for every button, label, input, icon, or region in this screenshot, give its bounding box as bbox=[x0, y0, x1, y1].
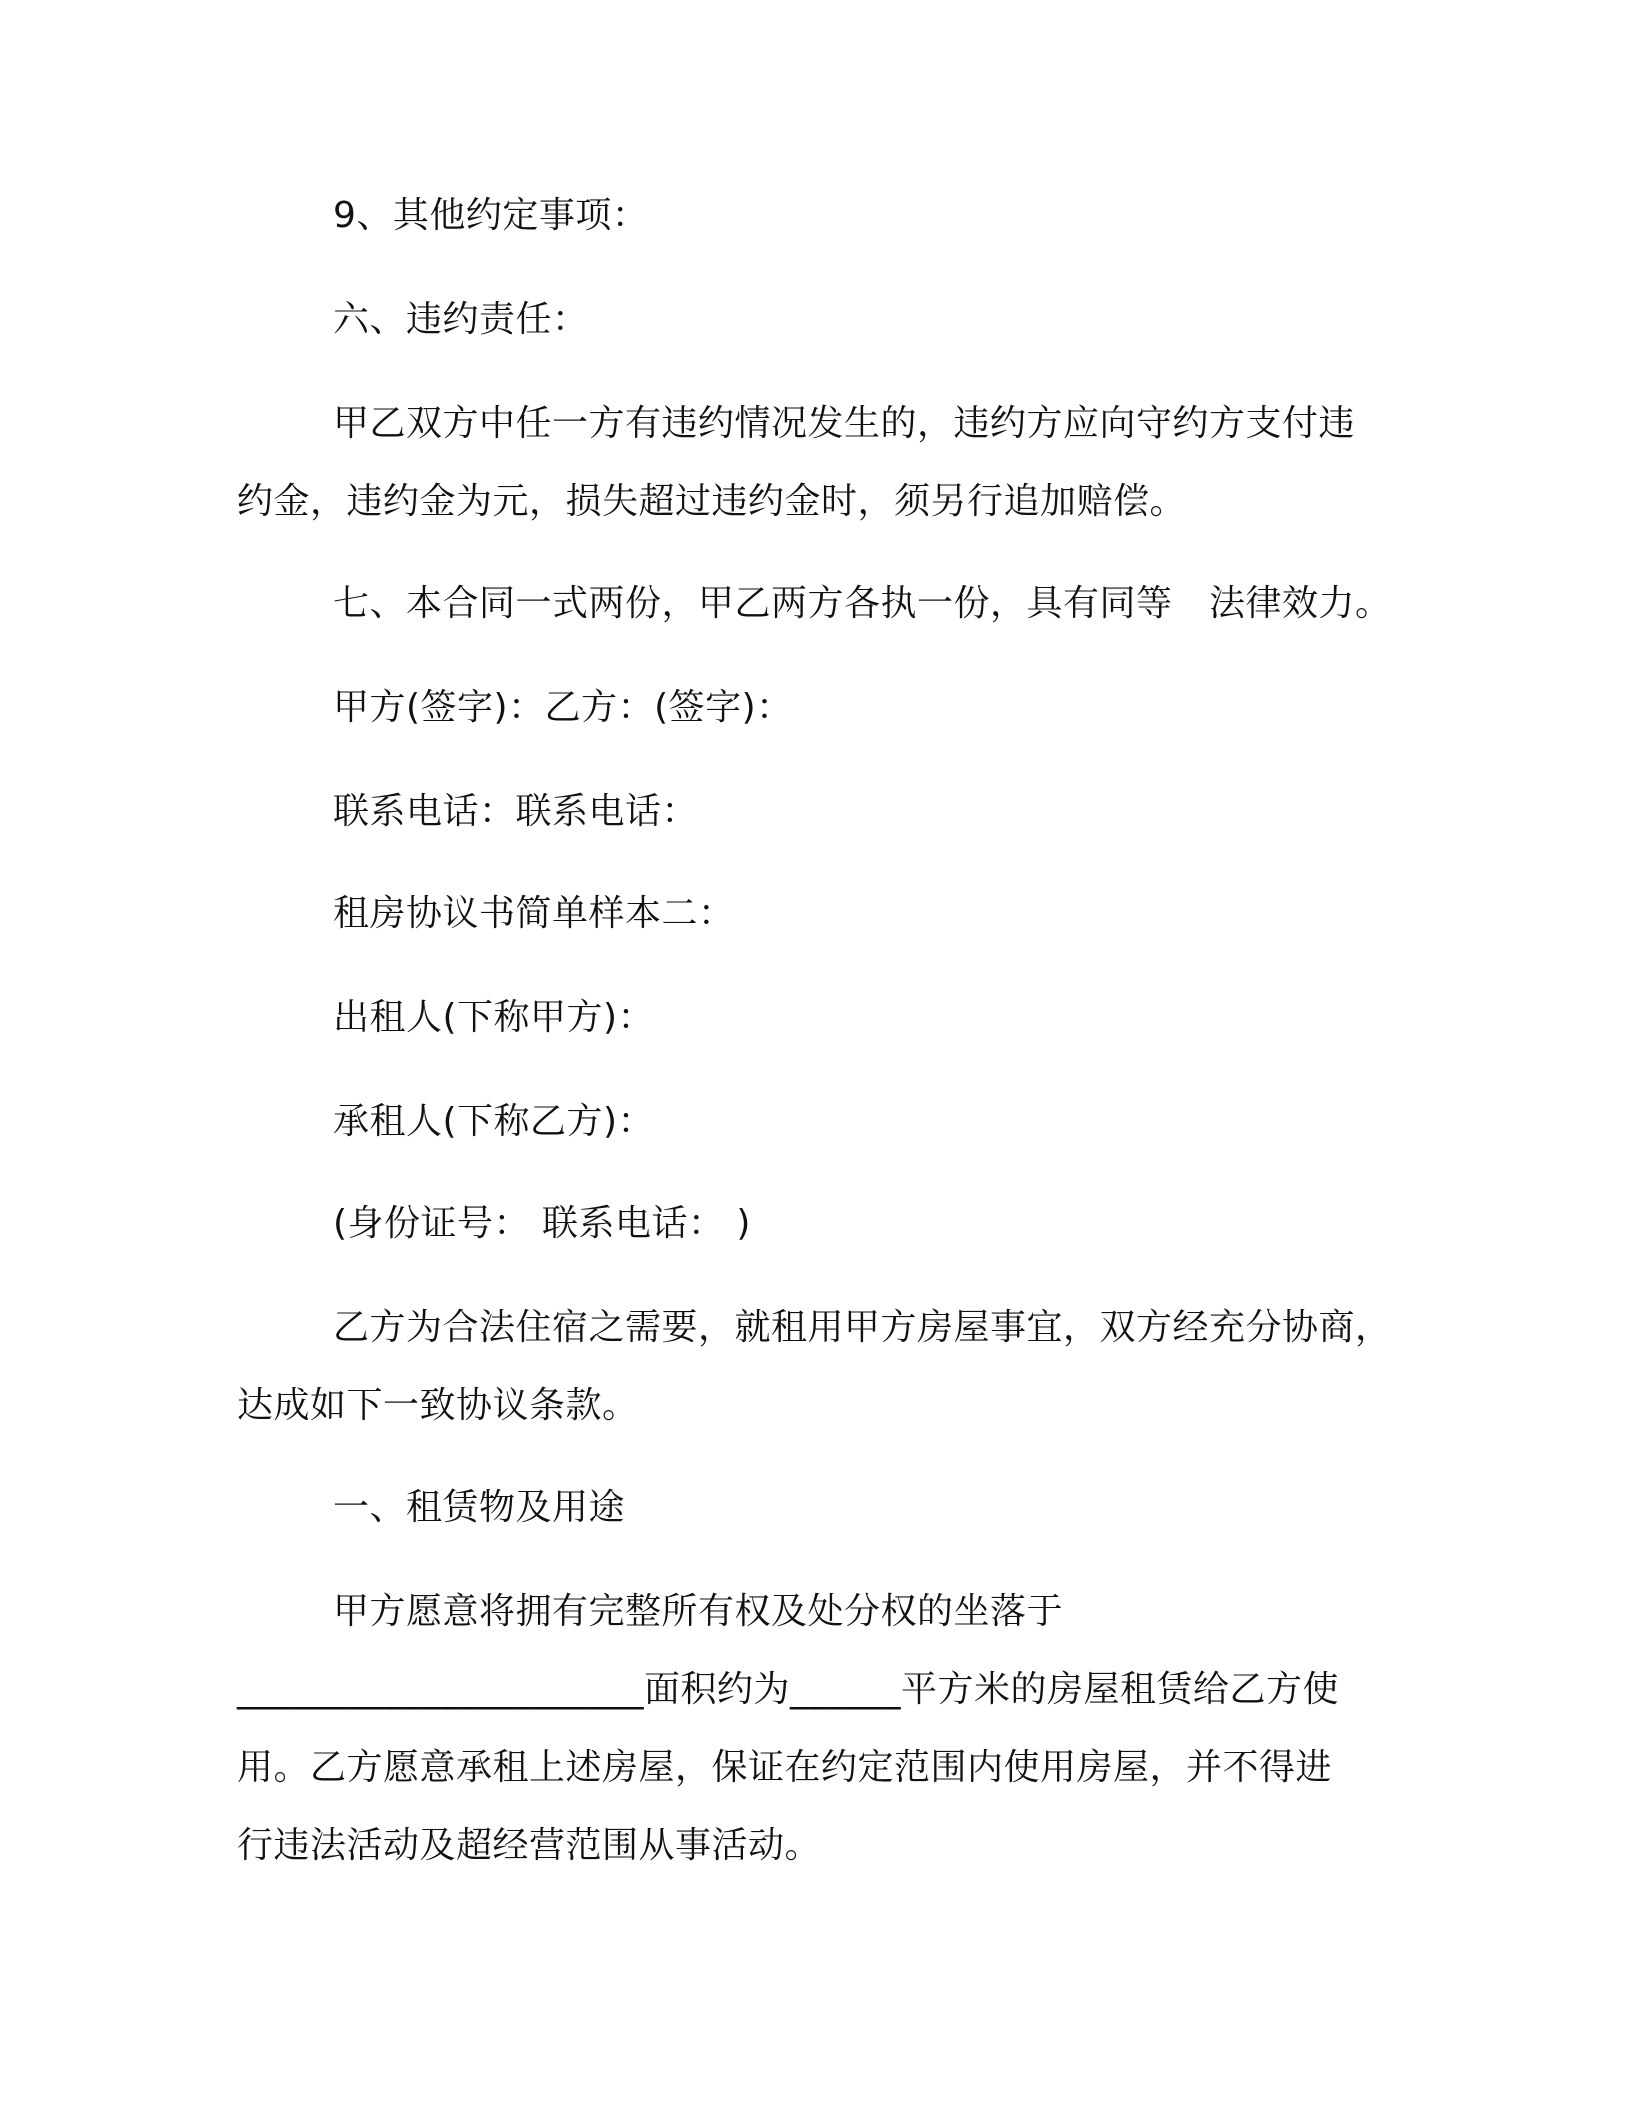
premises-paragraph-line-1: 甲方愿意将拥有完整所有权及处分权的坐落于 bbox=[333, 1591, 1064, 1632]
agreement-intro-line-2: 达成如下一致协议条款。 bbox=[237, 1385, 639, 1426]
section-6-heading: 六、违约责任： bbox=[333, 299, 589, 340]
breach-paragraph-line-1: 甲乙双方中任一方有违约情况发生的，违约方应向守约方支付违 bbox=[333, 403, 1356, 444]
lessor-line: 出租人(下称甲方)： bbox=[333, 997, 655, 1038]
premises-paragraph-line-2: ______________________面积约为______平方米的房屋租赁给乙方使 bbox=[237, 1669, 1340, 1710]
signature-line: 甲方(签字)：乙方：(签字)： bbox=[333, 687, 793, 728]
premises-paragraph-line-3: 用。乙方愿意承租上述房屋，保证在约定范围内使用房屋，并不得进 bbox=[237, 1747, 1333, 1788]
section-1-heading: 一、租赁物及用途 bbox=[333, 1487, 626, 1528]
agreement-intro-line-1: 乙方为合法住宿之需要，就租用甲方房屋事宜，双方经充分协商， bbox=[333, 1307, 1392, 1348]
sample-two-heading: 租房协议书简单样本二： bbox=[333, 893, 735, 934]
contact-phone-line: 联系电话：联系电话： bbox=[333, 791, 699, 832]
premises-paragraph-line-4: 行违法活动及超经营范围从事活动。 bbox=[237, 1825, 822, 1866]
section-7-paragraph: 七、本合同一式两份，甲乙两方各执一份，具有同等 法律效力。 bbox=[333, 583, 1392, 624]
id-contact-line: (身份证号： 联系电话： ) bbox=[333, 1203, 751, 1244]
lessee-line: 承租人(下称乙方)： bbox=[333, 1101, 655, 1142]
breach-paragraph-line-2: 约金，违约金为元，损失超过违约金时，须另行追加赔偿。 bbox=[237, 481, 1187, 522]
clause-9-other-terms: 9、其他约定事项： bbox=[333, 195, 649, 236]
